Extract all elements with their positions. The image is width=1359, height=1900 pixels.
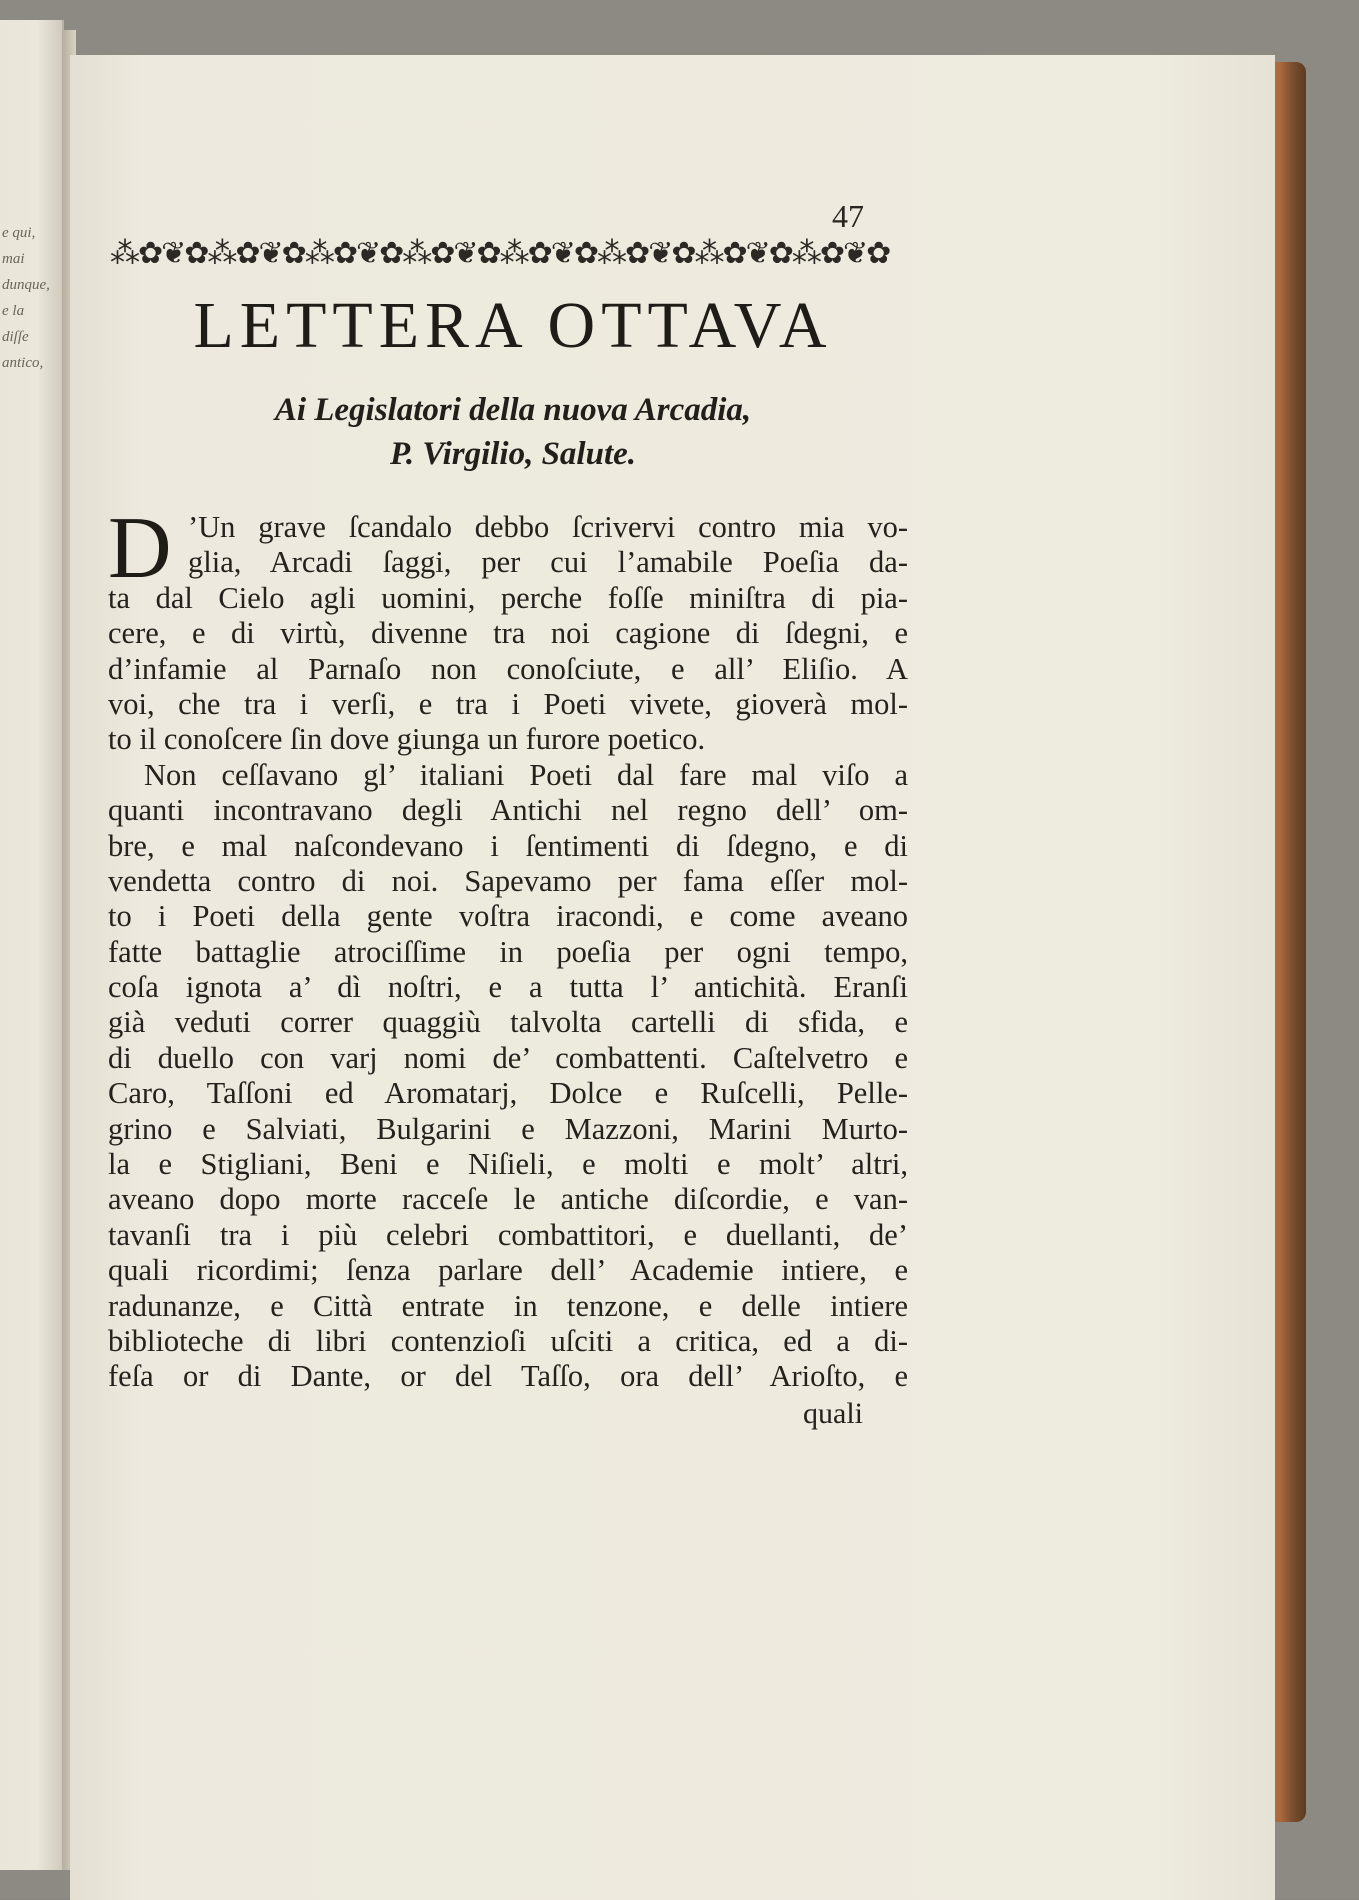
left-fragment: mai	[2, 251, 25, 267]
text-line: voi, che tra i verſi, e tra i Poeti vivete, gioverà mol-	[108, 686, 908, 721]
text-line: Caro, Taſſoni ed Aromatarj, Dolce e Ruſcelli, Pelle-	[108, 1076, 908, 1111]
text-line: Non ceſſavano gl’ italiani Poeti dal fare mal viſo a	[144, 757, 908, 792]
left-fragment: diſſe	[2, 329, 29, 345]
text-line: radunanze, e Città entrate in tenzone, e delle intiere	[108, 1288, 908, 1323]
drop-cap: D	[108, 500, 172, 597]
text-line: to il conoſcere ſin dove giunga un furore poetico.	[108, 722, 706, 757]
body-text	[108, 500, 908, 1395]
address-line-1: Ai Legislatori della nuova Arcadia,	[274, 392, 752, 428]
text-line: quanti incontravano degli Antichi nel regno dell’ om-	[108, 793, 908, 828]
text-line: la e Stigliani, Beni e Niſieli, e molti e molt’ altri,	[108, 1147, 908, 1182]
text-line: glia, Arcadi ſaggi, per cui l’amabile Poeſia da-	[188, 545, 908, 580]
left-page-text-fragments	[2, 220, 58, 376]
text-line: tavanſi tra i più celebri combattitori, e duellanti, de’	[108, 1217, 908, 1252]
book-fore-edge	[1270, 62, 1306, 1822]
text-line: bre, e mal naſcondevano i ſentimenti di ſdegno, e di	[108, 828, 908, 863]
text-line: quali ricordimi; ſenza parlare dell’ Academie intiere, e	[108, 1253, 908, 1288]
text-line: cere, e di virtù, divenne tra noi cagione di ſdegni, e	[108, 616, 908, 651]
text-line: grino e Salviati, Bulgarini e Mazzoni, Marini Murto-	[108, 1111, 908, 1146]
text-line: vendetta contro di noi. Sapevamo per fama eſſer mol-	[108, 863, 908, 898]
ornamental-band: ⁂✿❦✿⁂✿❦✿⁂✿❦✿⁂✿❦✿⁂✿❦✿⁂✿❦✿⁂✿❦✿⁂✿❦✿	[110, 236, 890, 271]
text-line: fatte battaglie atrociſſime in poeſia per ogni tempo,	[108, 934, 908, 969]
text-line: ta dal Cielo agli uomini, perche foſſe miniſtra di pia-	[108, 580, 908, 615]
left-fragment: antico,	[2, 355, 44, 371]
letter-address	[128, 388, 898, 476]
text-line: aveano dopo morte racceſe le antiche diſcordie, e van-	[108, 1182, 908, 1217]
left-fragment: e la	[2, 303, 25, 319]
text-line: già veduti correr quaggiù talvolta cartelli di sfida, e	[108, 1005, 908, 1040]
catchword: quali	[803, 1397, 863, 1430]
text-line: feſa or di Dante, or del Taſſo, ora dell’ Arioſto, e	[108, 1359, 908, 1394]
page-number: 47	[832, 198, 864, 234]
text-line: coſa ignota a’ dì noſtri, e a tutta l’ antichità. Eranſi	[108, 970, 908, 1005]
left-fragment: dunque,	[2, 277, 50, 293]
text-line: to i Poeti della gente voſtra iracondi, e come aveano	[108, 899, 908, 934]
text-line: di duello con varj nomi de’ combattenti. Caſtelvetro e	[108, 1040, 908, 1075]
text-line: ’Un grave ſcandalo debbo ſcrivervi contro mia vo-	[188, 510, 908, 544]
letter-title: LETTERA OTTAVA	[193, 289, 833, 362]
text-line: d’infamie al Parnaſo non conoſciute, e all’ Eliſio. A	[108, 651, 908, 686]
left-page-edge	[0, 20, 64, 1870]
address-line-2: P. Virgilio, Salute.	[389, 436, 637, 472]
text-line: biblioteche di libri contenzioſi uſciti a critica, ed a di-	[108, 1323, 908, 1358]
left-fragment: e qui,	[2, 225, 36, 241]
